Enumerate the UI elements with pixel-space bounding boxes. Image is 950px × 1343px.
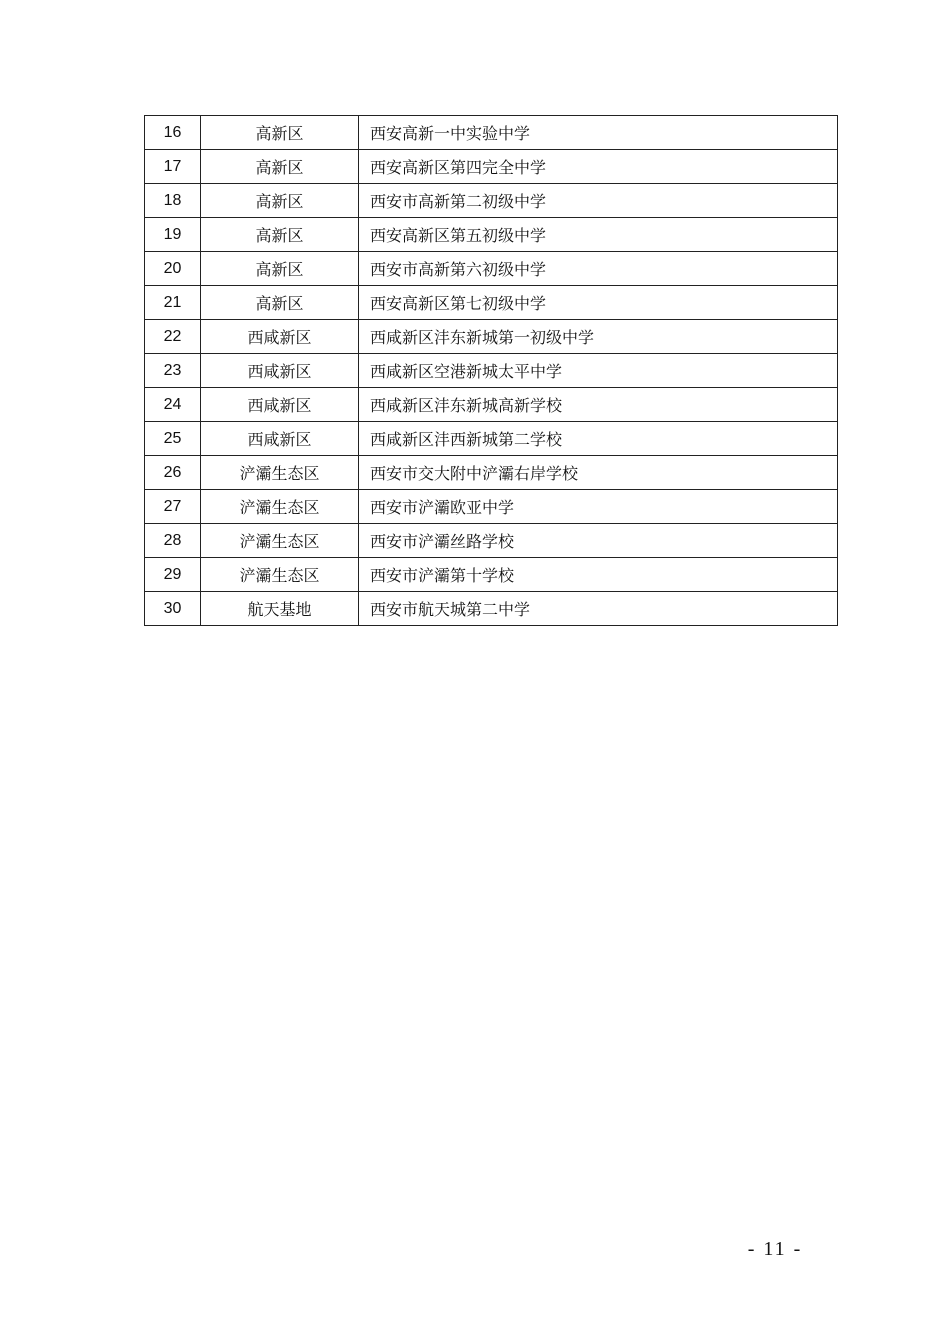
row-number: 16 bbox=[145, 116, 201, 150]
row-number: 18 bbox=[145, 184, 201, 218]
table-row bbox=[145, 524, 838, 558]
table-row bbox=[145, 490, 838, 524]
row-number: 26 bbox=[145, 456, 201, 490]
school-list-table bbox=[144, 115, 838, 626]
school-name-cell: 西安市交大附中浐灞右岸学校 bbox=[359, 456, 838, 490]
page-number: - 11 - bbox=[747, 1238, 803, 1260]
row-number: 29 bbox=[145, 558, 201, 592]
school-name-cell: 西安高新区第七初级中学 bbox=[359, 286, 838, 320]
district-cell: 高新区 bbox=[201, 218, 359, 252]
table-row bbox=[145, 184, 838, 218]
table-row bbox=[145, 150, 838, 184]
table-row bbox=[145, 354, 838, 388]
school-name-cell: 西安市航天城第二中学 bbox=[359, 592, 838, 626]
table-body bbox=[145, 116, 838, 626]
row-number: 23 bbox=[145, 354, 201, 388]
row-number: 22 bbox=[145, 320, 201, 354]
table-row bbox=[145, 116, 838, 150]
school-name-cell: 西安高新一中实验中学 bbox=[359, 116, 838, 150]
row-number: 28 bbox=[145, 524, 201, 558]
table-row bbox=[145, 558, 838, 592]
row-number: 27 bbox=[145, 490, 201, 524]
district-cell: 高新区 bbox=[201, 116, 359, 150]
school-name-cell: 西安市高新第二初级中学 bbox=[359, 184, 838, 218]
school-name-cell: 西安市浐灞第十学校 bbox=[359, 558, 838, 592]
table-row bbox=[145, 388, 838, 422]
row-number: 25 bbox=[145, 422, 201, 456]
district-cell: 浐灞生态区 bbox=[201, 490, 359, 524]
school-name-cell: 西安市浐灞欧亚中学 bbox=[359, 490, 838, 524]
school-name-cell: 西安市高新第六初级中学 bbox=[359, 252, 838, 286]
school-name-cell: 西安高新区第五初级中学 bbox=[359, 218, 838, 252]
district-cell: 高新区 bbox=[201, 286, 359, 320]
row-number: 30 bbox=[145, 592, 201, 626]
table-row bbox=[145, 422, 838, 456]
row-number: 19 bbox=[145, 218, 201, 252]
district-cell: 高新区 bbox=[201, 150, 359, 184]
school-name-cell: 西咸新区沣东新城第一初级中学 bbox=[359, 320, 838, 354]
district-cell: 西咸新区 bbox=[201, 320, 359, 354]
table-row bbox=[145, 252, 838, 286]
row-number: 20 bbox=[145, 252, 201, 286]
district-cell: 西咸新区 bbox=[201, 388, 359, 422]
district-cell: 高新区 bbox=[201, 184, 359, 218]
district-cell: 高新区 bbox=[201, 252, 359, 286]
table-row bbox=[145, 456, 838, 490]
table-row bbox=[145, 320, 838, 354]
district-cell: 西咸新区 bbox=[201, 422, 359, 456]
table-row bbox=[145, 218, 838, 252]
row-number: 17 bbox=[145, 150, 201, 184]
district-cell: 浐灞生态区 bbox=[201, 456, 359, 490]
row-number: 24 bbox=[145, 388, 201, 422]
school-name-cell: 西安市浐灞丝路学校 bbox=[359, 524, 838, 558]
table-row bbox=[145, 592, 838, 626]
district-cell: 浐灞生态区 bbox=[201, 524, 359, 558]
school-name-cell: 西咸新区沣东新城高新学校 bbox=[359, 388, 838, 422]
row-number: 21 bbox=[145, 286, 201, 320]
school-name-cell: 西咸新区沣西新城第二学校 bbox=[359, 422, 838, 456]
school-name-cell: 西咸新区空港新城太平中学 bbox=[359, 354, 838, 388]
table-row bbox=[145, 286, 838, 320]
district-cell: 航天基地 bbox=[201, 592, 359, 626]
district-cell: 西咸新区 bbox=[201, 354, 359, 388]
school-name-cell: 西安高新区第四完全中学 bbox=[359, 150, 838, 184]
district-cell: 浐灞生态区 bbox=[201, 558, 359, 592]
